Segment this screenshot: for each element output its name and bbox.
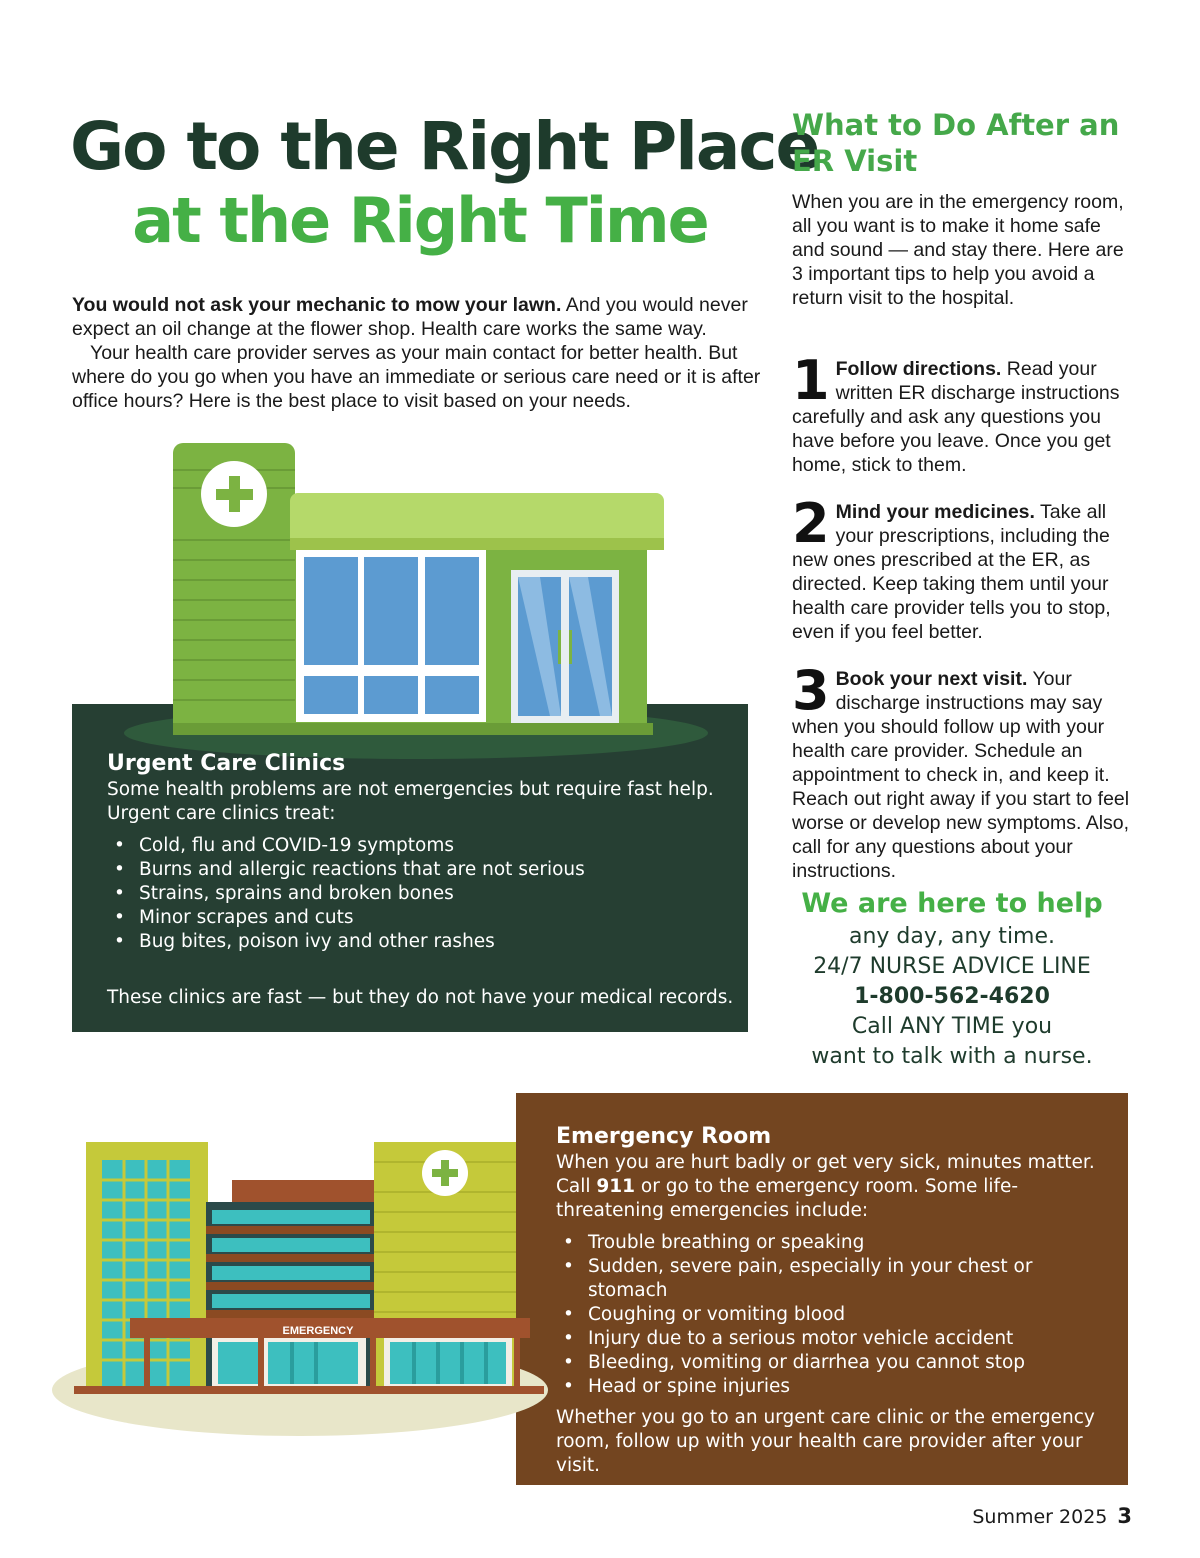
list-item: • Trouble breathing or speaking [556,1231,1116,1255]
urgent-care-footer: These clinics are fast — but they do not have your medical records. [107,987,734,1008]
help-line-2: 24/7 NURSE ADVICE LINE [813,954,1091,979]
list-item: • Bleeding, vomiting or diarrhea you cannot stop [556,1351,1116,1375]
list-item: • Injury due to a serious motor vehicle accident [556,1327,1116,1351]
help-heading: We are here to help [801,888,1103,919]
er-desc-911: 911 [596,1176,636,1197]
page-number: 3 [1117,1504,1132,1528]
list-item: • Minor scrapes and cuts [107,906,747,930]
emergency-list [556,1231,1116,1399]
tip-2 [792,492,1137,644]
help-line-3: Call ANY TIME you [851,1014,1053,1039]
urgent-care-heading: Urgent Care Clinics [107,751,346,776]
help-line-1: any day, any time. [848,924,1056,949]
urgent-care-content [107,750,747,954]
intro-text [72,293,772,413]
er-visit-heading: What to Do After an ER Visit [792,108,1120,178]
emergency-sign: EMERGENCY [282,1325,354,1337]
er-desc-post: or go to the emergency room. Some life-threatening emergencies include: [556,1176,1019,1221]
medical-cross-icon [201,461,267,527]
list-item: • Sudden, severe pain, especially in your chest or stomach [556,1255,1116,1303]
tip-number: 3 [792,659,830,722]
emergency-room-content [556,1123,1116,1399]
issue-label: Summer 2025 [972,1506,1108,1528]
emergency-room-heading: Emergency Room [556,1124,772,1149]
urgent-care-description: Some health problems are not emergencies but require fast help. Urgent care clinics treat: [107,779,714,824]
list-item: • Head or spine injuries [556,1375,1116,1399]
page-footer [900,1504,1132,1528]
page-title-line1: Go to the Right Place [70,108,819,185]
tip-title: Mind your medicines. [835,501,1035,523]
tip-number: 1 [792,349,830,412]
list-item: • Strains, sprains and broken bones [107,882,747,906]
list-item: • Cold, flu and COVID-19 symptoms [107,834,747,858]
list-item: • Coughing or vomiting blood [556,1303,1116,1327]
tip-number: 2 [792,492,830,555]
hospital-illustration [52,1138,552,1438]
tip-body: Your discharge instructions may say when you should follow up with your health care provider. Schedule an appointment to check in, and keep it. Reach out right away if you start to feel worse or develop new symptoms. Also, call for any questions about your instructions. [792,668,1130,882]
emergency-room-footer: Whether you go to an urgent care clinic or the emergency room, follow up with your health care provider after your visit. [556,1407,1095,1476]
hospital-base [74,1386,544,1394]
tip-1 [792,349,1137,477]
medical-cross-icon [422,1150,468,1196]
hospital-middle-roof [232,1180,382,1204]
clinic-illustration [120,440,720,760]
tip-body: Take all your prescriptions, including the new ones prescribed at the ER, as directed. Keep taking them until your health care provider tells you to stop, even if you feel better. [792,501,1111,643]
list-item: • Bug bites, poison ivy and other rashes [107,930,747,954]
page-title-line2: at the Right Time [132,184,708,257]
er-visit-intro: When you are in the emergency room, all you want is to make it home safe and sound — and stay there. Here are 3 important tips to help you avoid a return visit to the hospital. [792,191,1124,309]
emergency-room-description [556,1151,1116,1223]
er-desc-pre: When you are hurt badly or get very sick, minutes matter. Call [556,1152,1095,1197]
list-item: • Burns and allergic reactions that are not serious [107,858,747,882]
help-callout [782,886,1122,1072]
intro-lead-bold: You would not ask your mechanic to mow your lawn. [72,294,562,316]
help-line-4: want to talk with a nurse. [811,1044,1093,1069]
tip-3 [792,659,1137,883]
intro-paragraph: Your health care provider serves as your main contact for better health. But where do you go when you have an immediate or serious care need or it is after office hours? Here is the best place to visit based on your needs. [72,342,761,412]
tip-title: Follow directions. [835,358,1002,380]
urgent-care-list [107,834,747,954]
tip-title: Book your next visit. [835,668,1028,690]
nurse-line-phone[interactable]: 1-800-562-4620 [854,984,1050,1009]
intro-lead-rest: And you would never expect an oil change at the flower shop. Health care works the same way. [72,294,748,340]
tip-body: Read your written ER discharge instructions carefully and ask any questions you have before you leave. Once you get home, stick to them. [792,358,1120,476]
